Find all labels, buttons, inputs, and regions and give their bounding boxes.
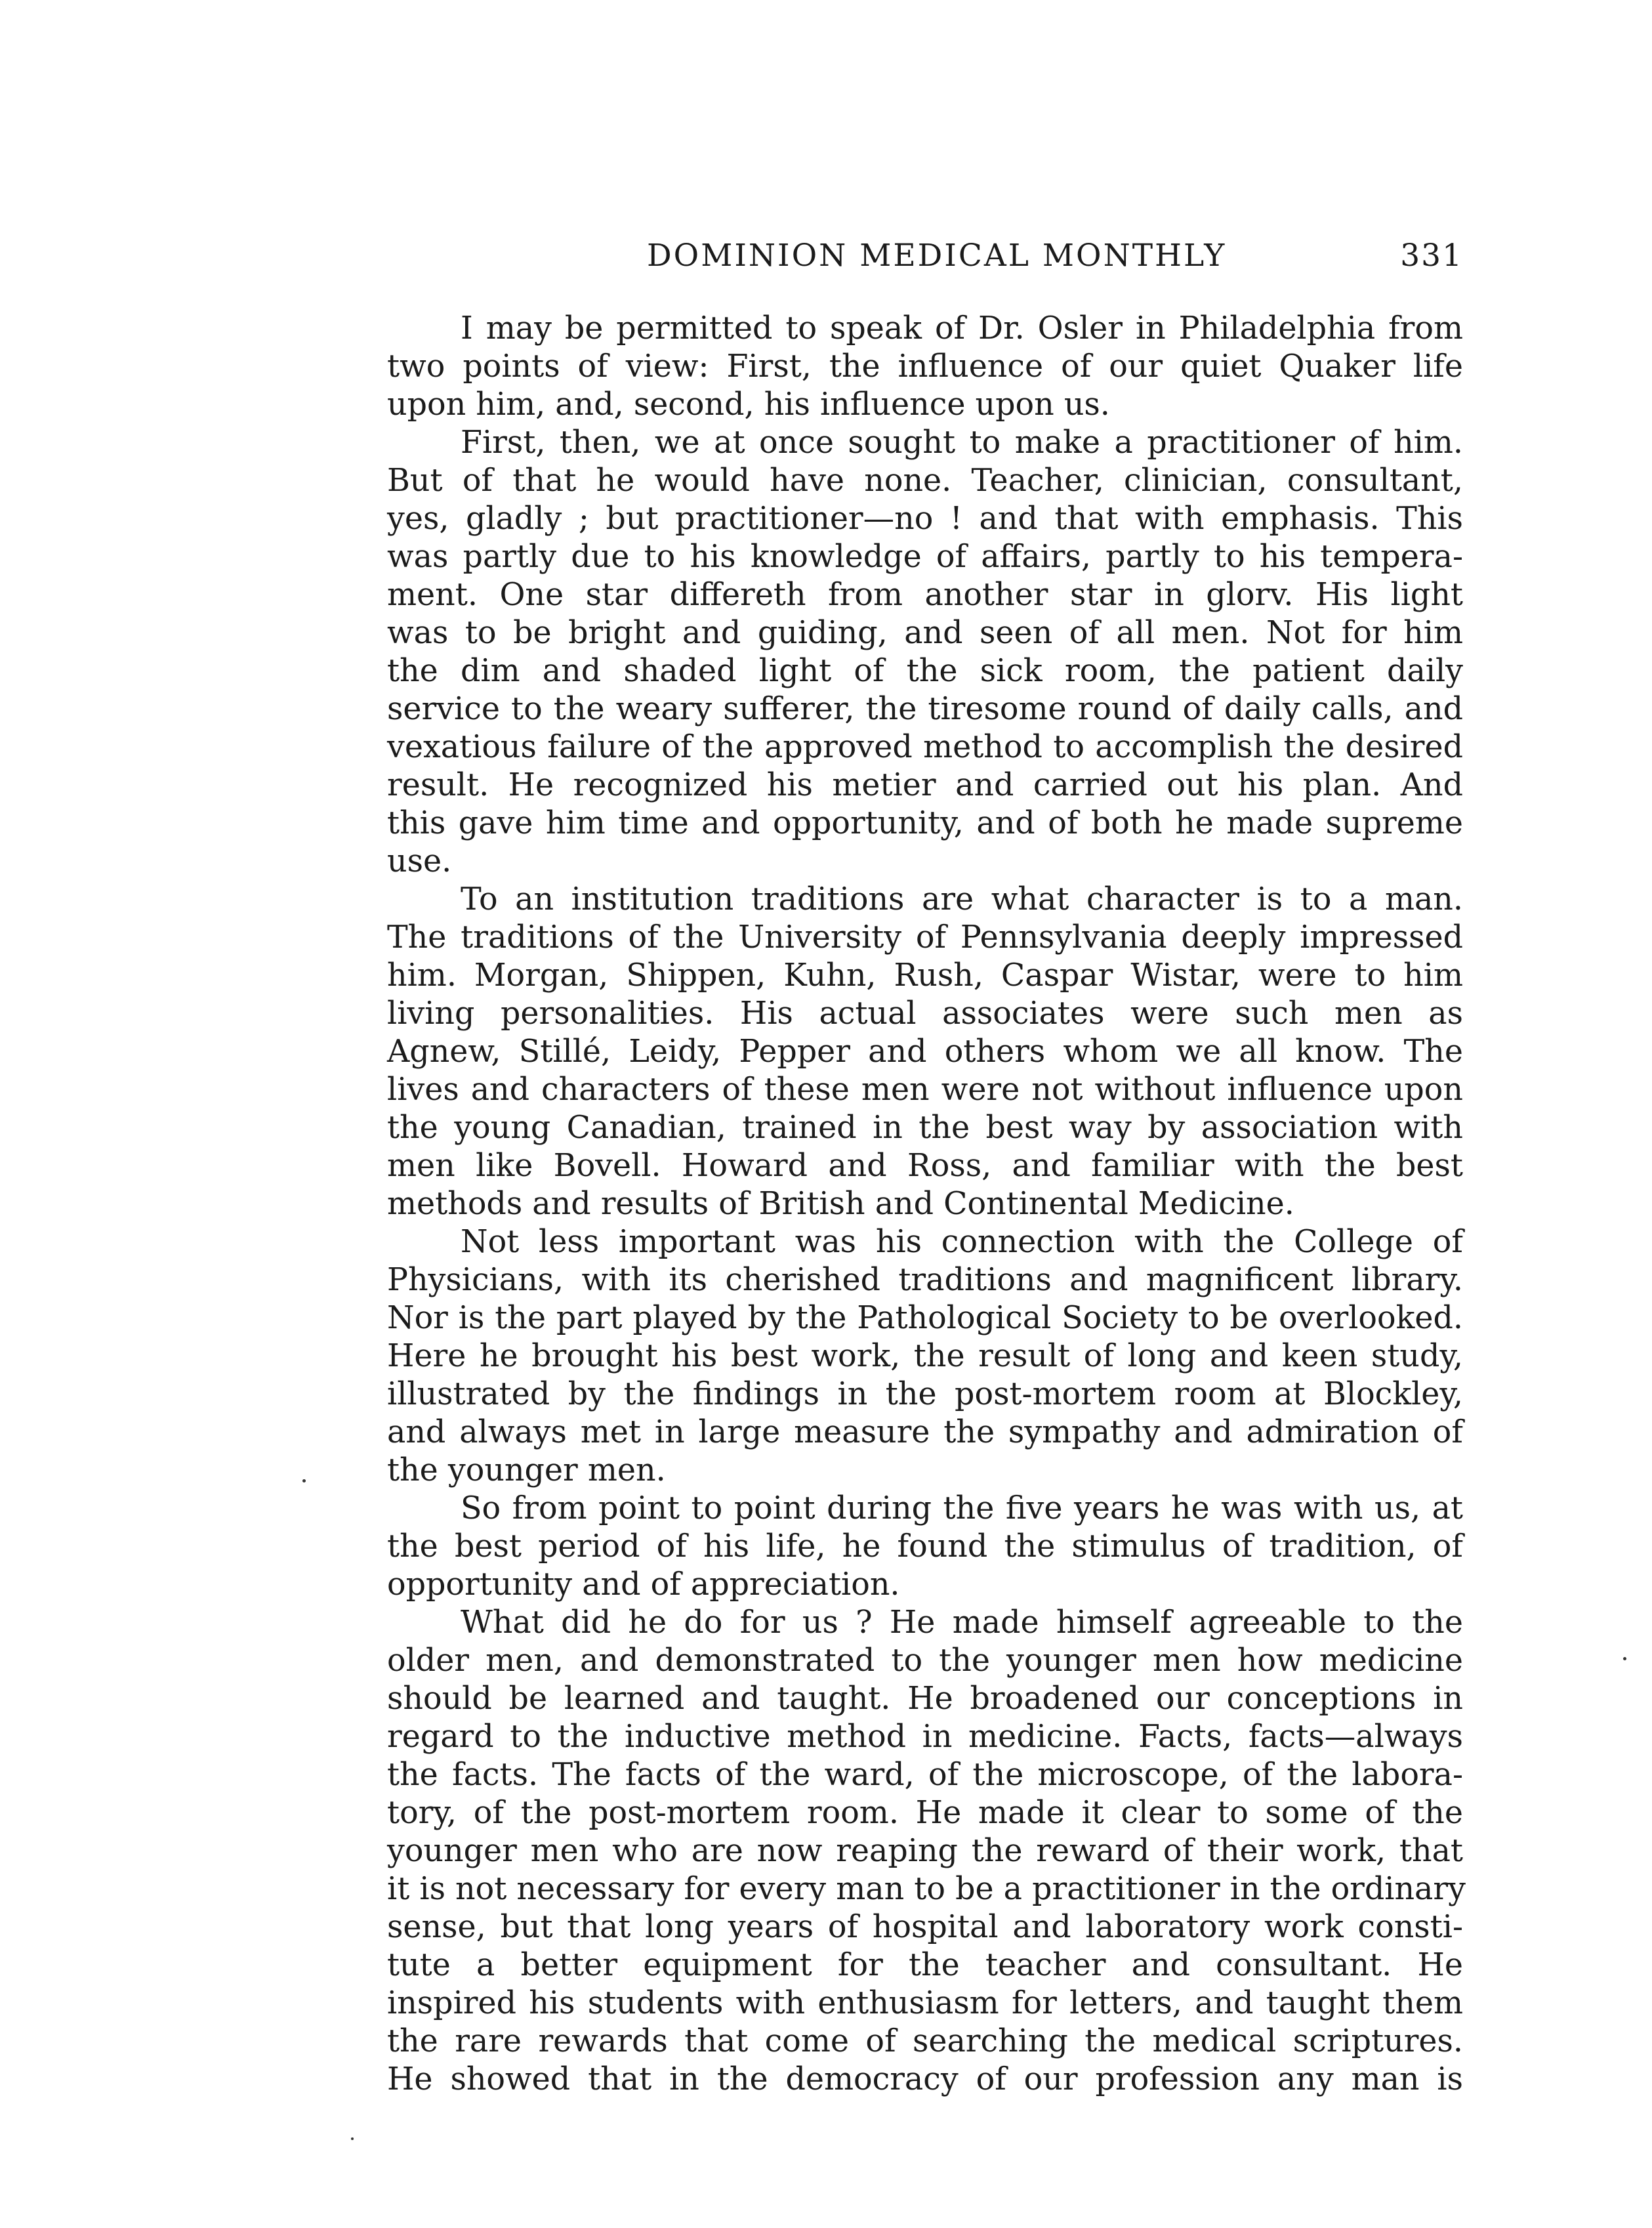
text-line: two points of view: First, the influence of our quiet Quaker life — [387, 348, 1463, 385]
text-line: regard to the inductive method in medicine. Facts, facts—always — [387, 1719, 1463, 1755]
scan-speck — [1623, 1657, 1626, 1660]
text-line: older men, and demonstrated to the younger men how medicine — [387, 1643, 1463, 1679]
text-line: opportunity and of appreciation. — [387, 1566, 900, 1603]
text-line: So from point to point during the five years he was with us, at — [461, 1490, 1463, 1526]
text-line: the best period of his life, he found the stimulus of tradition, of — [387, 1528, 1463, 1565]
scan-speck — [351, 2137, 354, 2140]
text-line: upon him, and, second, his influence upon us. — [387, 387, 1110, 423]
text-line: men like Bovell. Howard and Ross, and familiar with the best — [387, 1148, 1463, 1184]
text-line: the younger men. — [387, 1452, 666, 1488]
article-body — [387, 310, 1466, 2099]
text-line: tute a better equipment for the teacher and consultant. He — [387, 1947, 1463, 1983]
text-line: this gave him time and opportunity, and of both he made supreme — [387, 805, 1463, 841]
text-line: use. — [387, 843, 452, 879]
text-line: First, then, we at once sought to make a practitioner of him. — [461, 425, 1463, 461]
text-line: methods and results of British and Continental Medicine. — [387, 1186, 1294, 1222]
text-line: should be learned and taught. He broadened our conceptions in — [387, 1681, 1463, 1717]
page-number: 331 — [1400, 238, 1463, 274]
text-line: To an institution traditions are what character is to a man. — [461, 881, 1463, 917]
text-line: Agnew, Stillé, Leidy, Pepper and others whom we all know. The — [387, 1034, 1463, 1070]
text-line: vexatious failure of the approved method to accomplish the desired — [387, 729, 1463, 765]
text-line: and always met in large measure the sympathy and admiration of — [387, 1414, 1463, 1450]
text-line: Here he brought his best work, the result of long and keen study, — [387, 1338, 1463, 1374]
text-line: Not less important was his connection with the College of — [461, 1224, 1463, 1260]
text-line: him. Morgan, Shippen, Kuhn, Rush, Caspar Wistar, were to him — [387, 957, 1463, 994]
text-line: was partly due to his knowledge of affairs, partly to his tempera- — [387, 539, 1463, 575]
text-line: lives and characters of these men were not without influence upon — [387, 1072, 1463, 1108]
text-line: the rare rewards that come of searching the medical scriptures. — [387, 2023, 1463, 2059]
text-line: I may be permitted to speak of Dr. Osler in Philadelphia from — [461, 310, 1463, 347]
text-line: living personalities. His actual associates were such men as — [387, 996, 1463, 1032]
text-line: inspired his students with enthusiasm for letters, and taught them — [387, 1985, 1463, 2021]
text-line: result. He recognized his metier and carried out his plan. And — [387, 767, 1463, 803]
text-line: yes, gladly ; but practitioner—no ! and that with emphasis. This — [387, 501, 1463, 537]
text-line: the facts. The facts of the ward, of the microscope, of the labora- — [387, 1757, 1463, 1793]
text-line: the young Canadian, trained in the best way by association with — [387, 1110, 1463, 1146]
text-line: younger men who are now reaping the reward of their work, that — [387, 1833, 1463, 1869]
text-line: Physicians, with its cherished traditions and magnificent library. — [387, 1262, 1463, 1298]
text-line: it is not necessary for every man to be a practitioner in the ordinary — [387, 1871, 1466, 1907]
text-line: Nor is the part played by the Pathological Society to be overlooked. — [387, 1300, 1463, 1336]
text-line: What did he do for us ? He made himself agreeable to the — [461, 1605, 1463, 1641]
page-header — [387, 238, 1463, 284]
text-line: sense, but that long years of hospital and laboratory work consti- — [387, 1909, 1463, 1945]
text-line: ment. One star differeth from another star in glorv. His light — [387, 577, 1463, 613]
text-line: tory, of the post-mortem room. He made it clear to some of the — [387, 1795, 1463, 1831]
text-line: He showed that in the democracy of our profession any man is — [387, 2061, 1463, 2097]
text-line: the dim and shaded light of the sick room, the patient daily — [387, 653, 1463, 689]
text-line: service to the weary sufferer, the tiresome round of daily calls, and — [387, 691, 1463, 727]
running-head: DOMINION MEDICAL MONTHLY — [647, 238, 1227, 274]
text-line: illustrated by the findings in the post-mortem room at Blockley, — [387, 1376, 1463, 1412]
text-line: The traditions of the University of Pennsylvania deeply impressed — [387, 919, 1463, 956]
text-line: was to be bright and guiding, and seen of all men. Not for him — [387, 615, 1463, 651]
scan-speck — [302, 1479, 306, 1482]
text-line: But of that he would have none. Teacher, clinician, consultant, — [387, 463, 1463, 499]
